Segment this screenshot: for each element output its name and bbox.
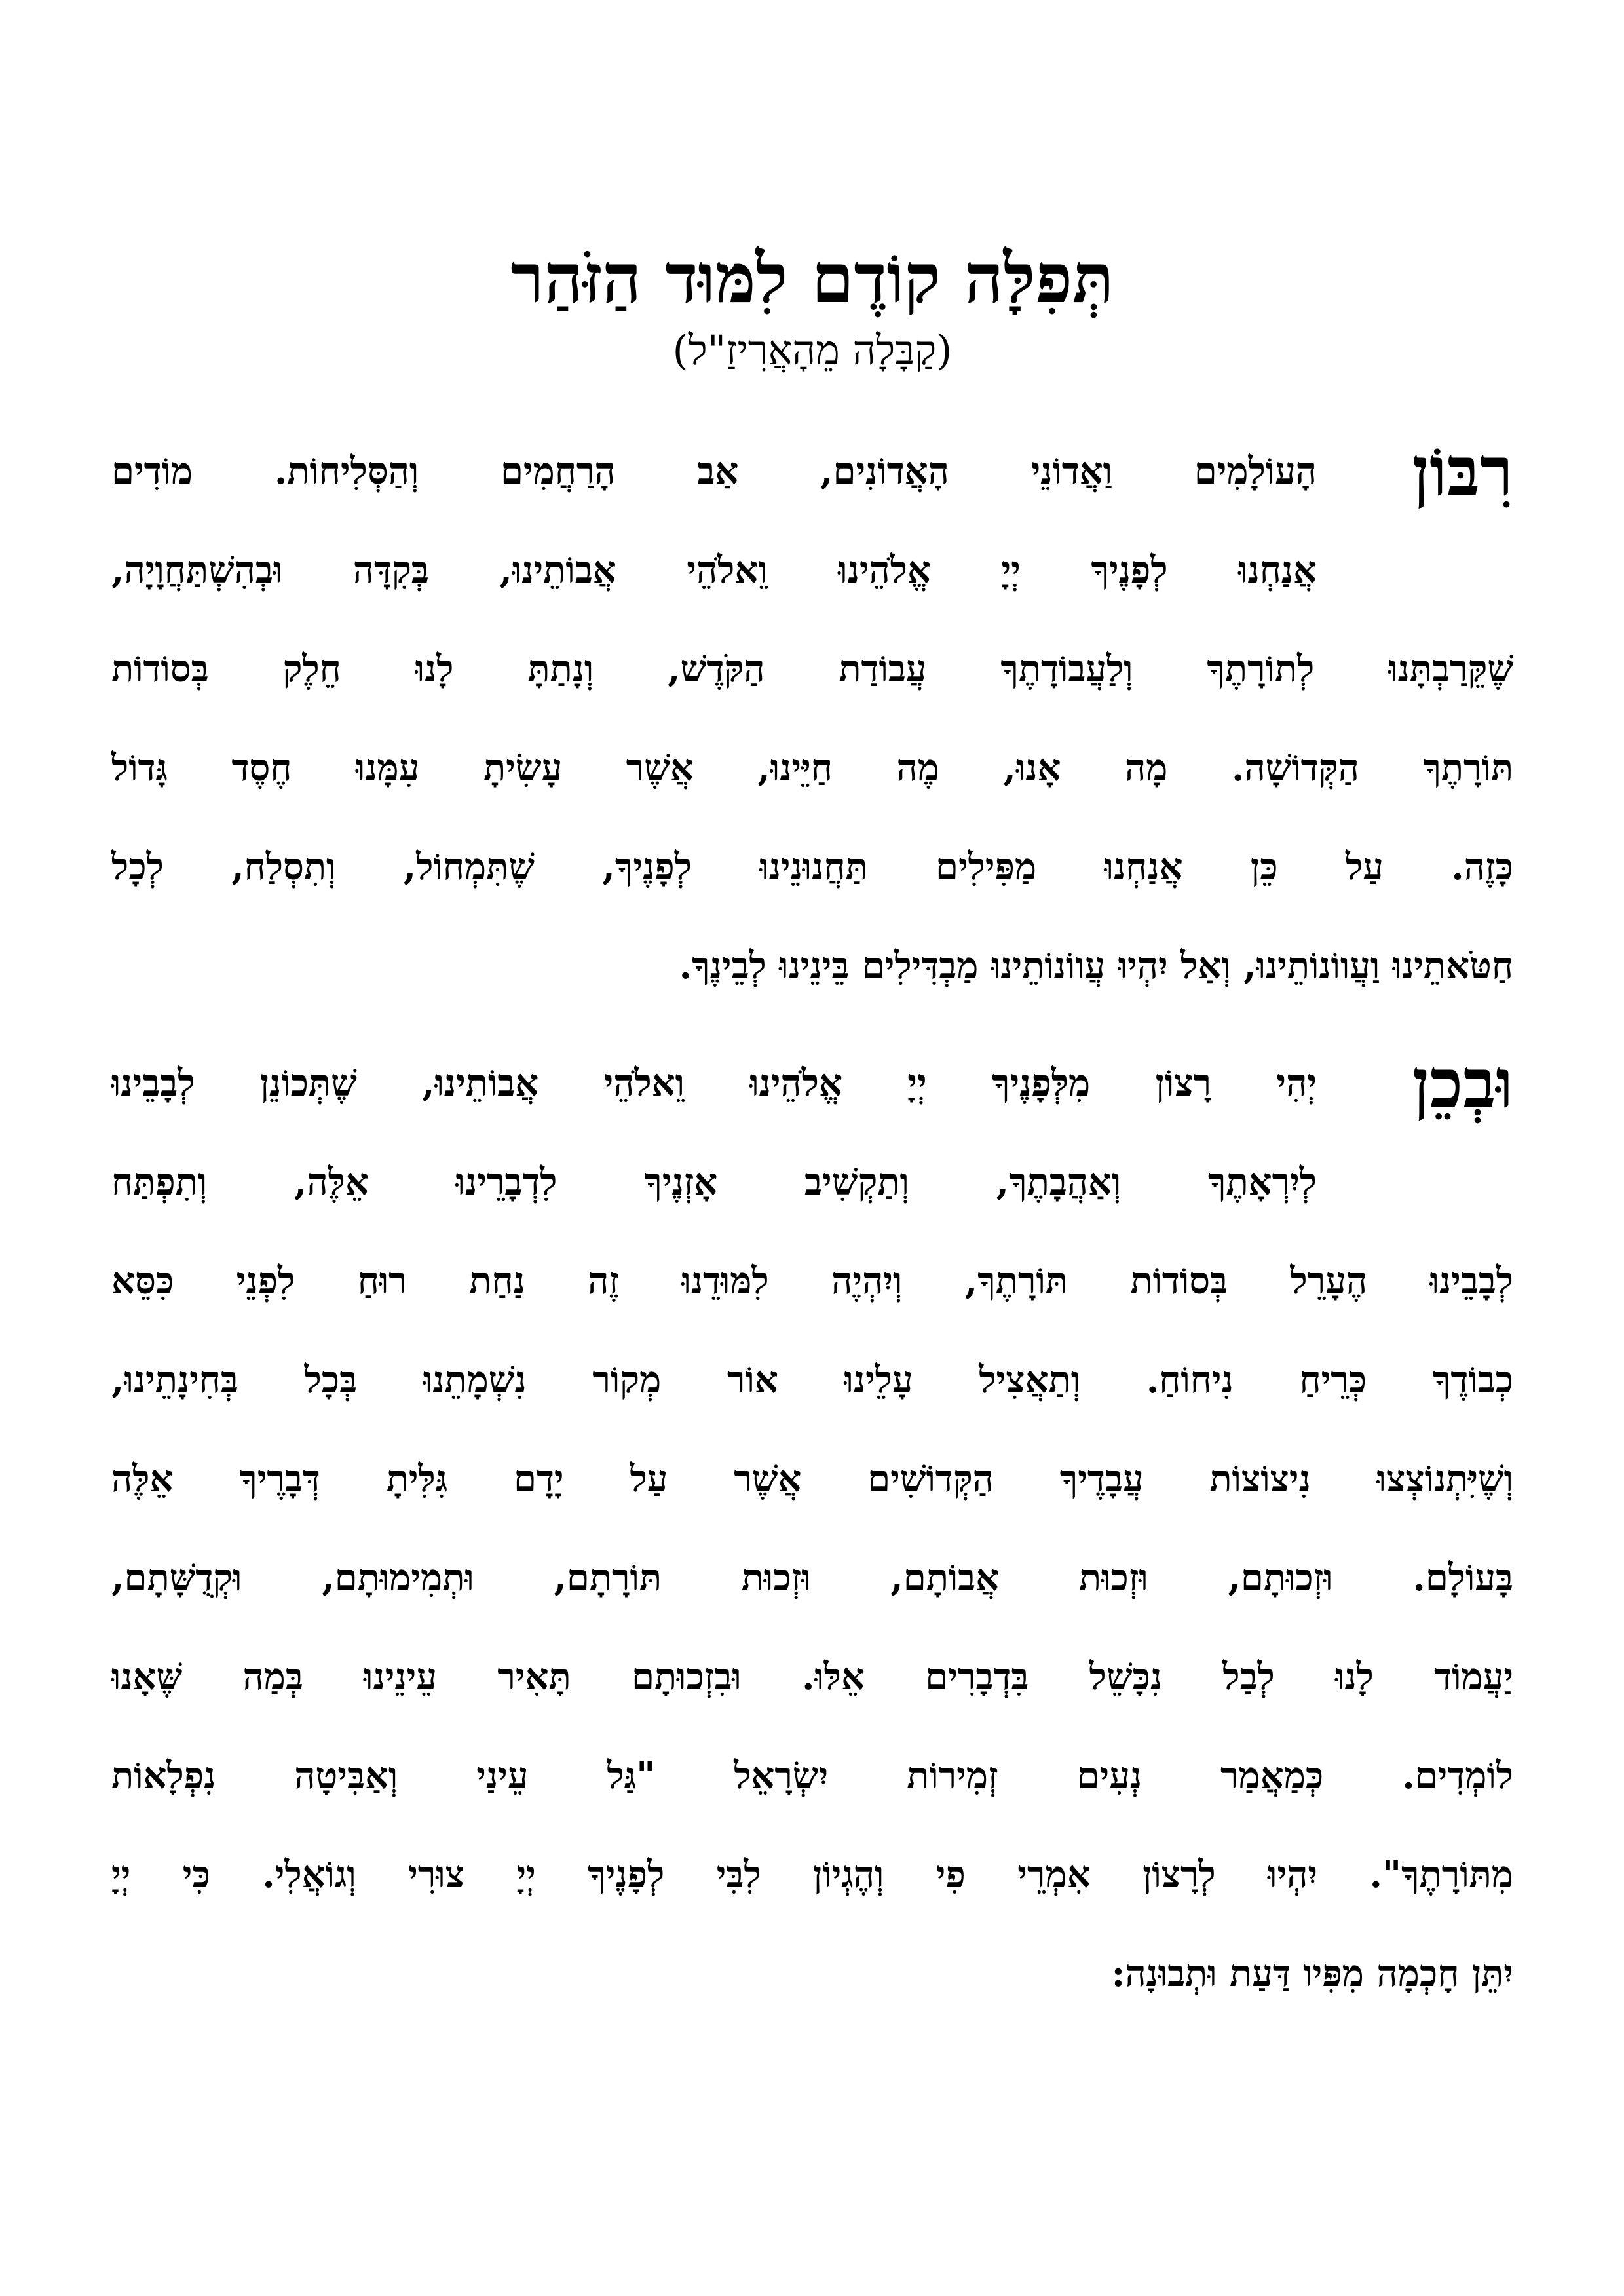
text-line: לְבָבֵינוּ הֶעָרֵל בְּסוֹדוֹת תּוֹרָתֶךָ, וְיִהְיֶה לִמּוּדֵנוּ זֶה נַחַת רוּחַ לִפְנֵי כִּסֵּא — [111, 1259, 1513, 1303]
text-line: חַטֹּאתֵינוּ וַעֲווֹנוֹתֵינוּ, וְאַל יִהְיוּ עֲווֹנוֹתֵינוּ מַבְדִּילִים בֵּינֵינוּ לְבֵינֶךָ. — [679, 944, 1513, 987]
paragraph-uvchen — [111, 1034, 1513, 2023]
text-line: יִתֵּן חָכְמָה מִפִּיו דַּעַת וּתְבוּנָה: — [1111, 1952, 1513, 1995]
text-line: אֲנַחְנוּ לְפָנֶיךָ יְיָ אֱלֹהֵינוּ וֵאלֹהֵי אֲבוֹתֵינוּ, בְּקִדָּה וּבְהִשְׁתַּחֲוָיָה, — [111, 548, 1317, 592]
text-line: יְהִי רָצוֹן מִלְּפָנֶיךָ יְיָ אֱלֹהֵינוּ וֵאלֹהֵי אֲבוֹתֵינוּ, שֶׁתְּכוֹנֵן לְבָבֵינוּ — [111, 1062, 1317, 1105]
text-line: מִתּוֹרָתֶךָ". יִהְיוּ לְרָצוֹן אִמְרֵי פִי וְהֶגְיוֹן לִבִּי לְפָנֶיךָ יְיָ צוּרִי וְגוֹאֲלִי. כִּי יְיָ — [111, 1853, 1513, 1896]
paragraph-lead-word: רִבּוֹן — [1412, 431, 1513, 512]
text-line: בָּעוֹלָם. וּזְכוּתָם, וּזְכוּת אֲבוֹתָם, וּזְכוּת תּוֹרָתָם, וּתְמִימוּתָם, וּקְדֻשָּׁתָם, — [111, 1556, 1513, 1599]
page-subtitle: (קַבָּלָה מֵהָאֲרִיזַ"ל) — [672, 326, 953, 374]
paragraph-lead-word: וּבְכֵן — [1412, 1043, 1513, 1124]
text-line: הָעוֹלָמִים וַאֲדוֹנֵי הָאֲדוֹנִים, אַב הָרַחֲמִים וְהַסְּלִיחוֹת. מוֹדִים — [111, 450, 1317, 493]
text-line: כְבוֹדֶךָ כְּרֵיחַ נִיחוֹחַ. וְתַאֲצִיל עָלֵינוּ אוֹר מְקוֹר נִשְׁמָתֵנוּ בְּכָל בְּחִינָתֵינוּ, — [111, 1358, 1513, 1402]
page-title: תְּפִלָּה קוֹדֶם לִמּוּד הַזֹּהַר — [510, 238, 1114, 318]
text-line: תּוֹרָתֶךָ הַקְּדוֹשָׁה. מָה אָנוּ, מֶה חַיֵּינוּ, אֲשֶׁר עָשִׂיתָ עִמָּנוּ חֶסֶד גָּדוֹל — [111, 746, 1513, 790]
text-line: וְשֶׁיִּתְנוֹצְצוּ נִיצוֹצוֹת עֲבָדֶיךָ הַקְּדוֹשִׁים אֲשֶׁר עַל יָדָם גִּלִּיתָ דְּבָרֶיךָ אֵלֶּה — [111, 1457, 1513, 1501]
text-line: לְיִרְאָתֶךָ וְאַהֲבָתֶךָ, וְתַקְשִׁיב אָזְנֶיךָ לִדְבָרֵינוּ אֵלֶּה, וְתִפְתַּח — [111, 1160, 1317, 1204]
text-line: כָּזֶה. עַל כֵּן אֲנַחְנוּ מַפִּילִים תַּחֲנוּנֵינוּ לְפָנֶיךָ, שֶׁתִּמְחוֹל, וְתִסְלַח, לְכָל — [111, 845, 1513, 889]
text-line: יַעֲמוֹד לָנוּ לְבַל נִכָּשֵׁל בִּדְבָרִים אֵלּוּ. וּבִזְכוּתָם תָּאִיר עֵינֵינוּ בְּמַה שֶּׁאָנוּ — [111, 1655, 1513, 1698]
text-line: שֶׁקֵּרַבְתָּנוּ לְתוֹרָתֶךָ וְלַעֲבוֹדָתֶךָ עֲבוֹדַת הַקֹּדֶשׁ, וְנָתַתָּ לָנוּ חֵלֶק בְּסוֹדוֹת — [111, 647, 1513, 691]
paragraph-ribon — [111, 422, 1513, 1016]
prayer-page — [111, 236, 1513, 2042]
text-line: לוֹמְדִים. כְּמַאֲמַר נְעִים זְמִירוֹת יִשְׂרָאֵל "גַּל עֵינַי וְאַבִּיטָה נִפְלָאוֹת — [111, 1754, 1513, 1797]
